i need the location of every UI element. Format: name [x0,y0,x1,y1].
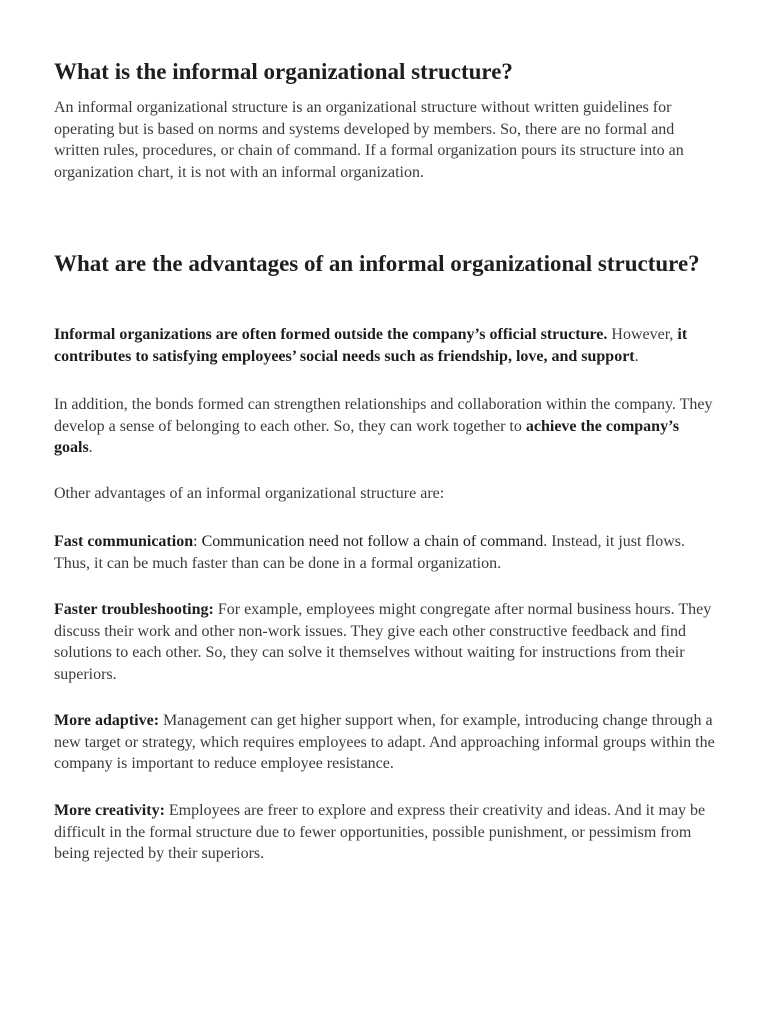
advantage-term: More adaptive: [54,712,160,729]
advantage-sep: : [193,533,202,550]
advantage-term: More creativity: [54,802,165,819]
intro-paragraph [54,324,720,367]
advantage-more-adaptive [54,710,720,775]
intro-social-needs: it contributes to satisfying employees’ social needs such as friendship, love, and support [54,326,688,365]
advantage-faster-troubleshooting [54,599,720,685]
advantage-term: Faster troubleshooting: [54,601,214,618]
advantage-highlight: Communication need not follow a chain of command [201,533,544,550]
addition-emphasis: achieve the company’s goals [54,417,680,456]
advantage-fast-communication [54,531,720,574]
advantage-text: . Instead, it just flows. Thus, it can be much faster than can be done in a formal organization. [54,533,686,572]
intro-emphasis: Informal organizations are often formed outside the company’s official structure. [54,326,608,343]
advantages-lead: Other advantages of an informal organizational structure are: [54,485,445,502]
definition-paragraph: An informal organizational structure is an organizational structure without written guidelines for operating but is based on norms and systems developed by members. So, there are no formal and written rules, procedures, or chain of command. If a formal organization pours its structure into an organization chart, it is not with an informal organization. [54,99,684,181]
addition-end: . [88,439,93,456]
addition-text: In addition, the bonds formed can strengthen relationships and collaboration within the company. They develop a sense of belonging to each other. So, they can work together to [54,396,713,435]
advantage-text: Management can get higher support when, for example, introducing change through a new target or strategy, which requires employees to adapt. And approaching informal groups within the company is important to reduce employee resistance. [54,712,715,772]
advantage-text: Employees are freer to explore and express their creativity and ideas. And it may be difficult in the formal structure due to fewer opportunities, possible punishment, or pessimism from being rejected by their superiors. [54,802,706,862]
section-heading-advantages: What are the advantages of an informal organizational structure? [54,251,700,276]
intro-however: However, [607,326,674,343]
intro-end: . [634,347,639,365]
section-heading-informal-structure: What is the informal organizational structure? [54,59,513,84]
addition-paragraph [54,394,720,459]
advantage-more-creativity [54,800,720,865]
advantage-text: For example, employees might congregate after normal business hours. They discuss their work and other non-work issues. They give each other constructive feedback and find solutions to each other. So, they can solve it themselves without waiting for instructions from their superiors. [54,601,712,683]
advantage-term: Fast communication [54,533,194,550]
